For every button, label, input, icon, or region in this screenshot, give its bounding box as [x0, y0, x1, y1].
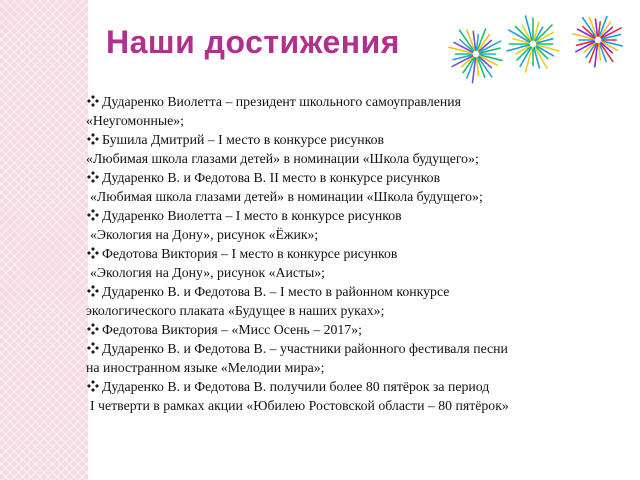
- list-item: [86, 320, 634, 339]
- list-item: [86, 339, 634, 377]
- list-item: [86, 244, 634, 282]
- decorative-pink-strip: [0, 0, 88, 480]
- diamond-bullet-icon: [87, 209, 99, 221]
- slide-title: Наши достижения: [106, 24, 400, 60]
- item-line: «Любимая школа глазами детей» в номинации «Школа будущего»;: [90, 189, 483, 204]
- diamond-bullet-icon: [87, 323, 99, 335]
- item-line: на иностранном языке «Мелодии мира»;: [86, 360, 325, 375]
- diamond-bullet-icon: [87, 171, 99, 183]
- item-line: Бушила Дмитрий – I место в конкурсе рисунков: [102, 132, 385, 147]
- list-item: [86, 377, 634, 415]
- list-item: [86, 168, 634, 206]
- list-item: [86, 130, 634, 168]
- item-line: «Любимая школа глазами детей» в номинации «Школа будущего»;: [86, 151, 479, 166]
- fireworks-illustration: [438, 6, 638, 86]
- diamond-bullet-icon: [87, 285, 99, 297]
- diamond-bullet-icon: [87, 95, 99, 107]
- item-line: Дударенко В. и Федотова В. – участники районного фестиваля песни: [102, 341, 508, 356]
- item-line: Дударенко Виолетта – I место в конкурсе рисунков: [102, 208, 402, 223]
- item-line: Дударенко В. и Федотова В. – I место в районном конкурсе: [102, 284, 450, 299]
- list-item: [86, 92, 634, 130]
- item-line: Дударенко Виолетта – президент школьного самоуправления: [102, 94, 461, 109]
- item-line: «Экология на Дону», рисунок «Аисты»;: [90, 265, 325, 280]
- item-line: Федотова Виктория – I место в конкурсе рисунков: [102, 246, 398, 261]
- item-line: Федотова Виктория – «Мисс Осень – 2017»;: [102, 322, 362, 337]
- diamond-bullet-icon: [87, 342, 99, 354]
- diamond-bullet-icon: [87, 133, 99, 145]
- item-line: «Экология на Дону», рисунок «Ёжик»;: [90, 227, 319, 242]
- list-item: [86, 282, 634, 320]
- item-line: «Неугомонные»;: [86, 113, 185, 128]
- item-line: I четверти в рамках акции «Юбилею Ростовской области – 80 пятёрок»: [90, 398, 509, 413]
- list-item: [86, 206, 634, 244]
- item-line: экологического плаката «Будущее в наших руках»;: [86, 303, 385, 318]
- diamond-bullet-icon: [87, 380, 99, 392]
- item-line: Дударенко В. и Федотова В. II место в конкурсе рисунков: [102, 170, 441, 185]
- item-line: Дударенко В. и Федотова В. получили более 80 пятёрок за период: [102, 379, 490, 394]
- diamond-bullet-icon: [87, 247, 99, 259]
- achievements-list: [86, 92, 634, 415]
